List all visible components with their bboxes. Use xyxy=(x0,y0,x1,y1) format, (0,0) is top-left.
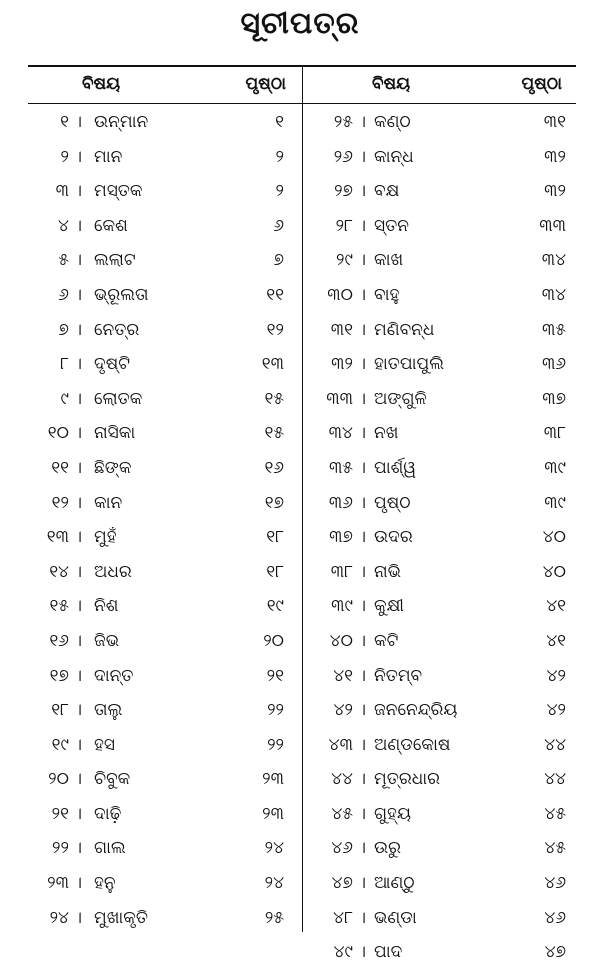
entry-page-number: ୩୭ xyxy=(542,388,566,409)
contents-entry xyxy=(28,727,300,762)
entry-page-number: ୧୨ xyxy=(266,319,284,340)
entry-number: ୨ । xyxy=(60,146,82,167)
entry-subject: ହସ xyxy=(94,734,115,755)
contents-column-right xyxy=(304,74,576,969)
entry-page-number: ୨୦ xyxy=(263,630,284,651)
entry-page-number: ୪୦ xyxy=(542,561,566,582)
contents-entry xyxy=(28,830,300,865)
entry-number: ୭ । xyxy=(58,319,82,340)
entry-subject: ନିତମ୍ବ xyxy=(374,665,423,686)
entry-page-number: ୪୪ xyxy=(544,734,566,755)
entry-subject: ଆଣ୍ଠୁ xyxy=(374,873,415,894)
contents-entry xyxy=(304,208,576,243)
entry-number: ୩୬ । xyxy=(328,492,366,513)
entry-number: ୪୨ । xyxy=(333,700,366,721)
contents-entry xyxy=(304,415,576,450)
entry-page-number: ୩୪ xyxy=(541,284,566,305)
entry-subject: ମୁହଁ xyxy=(94,527,117,548)
entry-number: ୨୭ । xyxy=(334,181,366,202)
contents-entry xyxy=(304,727,576,762)
entry-number: ୨୮ । xyxy=(335,215,366,236)
contents-entry xyxy=(304,796,576,831)
contents-entry xyxy=(28,277,300,312)
entry-subject: ଉନ୍ମାନ xyxy=(94,112,149,132)
entry-page-number: ୪୭ xyxy=(544,942,566,963)
entry-subject: ଲୋତକ xyxy=(94,388,143,409)
entry-subject: ପାଦ xyxy=(374,942,403,963)
contents-entry xyxy=(304,450,576,485)
entry-subject: କାନ୍ଧ xyxy=(374,146,414,167)
contents-entry xyxy=(304,865,576,900)
entry-subject: କଟି xyxy=(374,630,399,651)
entry-subject: କାନ xyxy=(94,492,123,513)
entry-page-number: ୪୨ xyxy=(546,665,566,686)
entry-page-number: ୧୫ xyxy=(264,423,284,444)
entry-page-number: ୧୬ xyxy=(264,457,284,478)
entry-number: ୧୦ । xyxy=(47,423,82,444)
entry-subject: ଦାନ୍ତ xyxy=(94,665,134,686)
entry-subject: ପୃଷ୍ଠ xyxy=(374,492,411,513)
contents-entry xyxy=(304,346,576,381)
entry-number: ୪୭ । xyxy=(331,873,366,894)
subject-header: ବିଷୟ xyxy=(82,74,121,94)
entry-page-number: ୨୩ xyxy=(262,769,284,790)
entry-number: ୩୦ । xyxy=(327,284,366,305)
entry-page-number: ୨୨ xyxy=(267,734,284,755)
contents-entry xyxy=(28,485,300,520)
contents-entry xyxy=(28,865,300,900)
entry-subject: ତାଲୁ xyxy=(94,700,123,721)
contents-entry xyxy=(28,242,300,277)
entry-page-number: ୩୨ xyxy=(544,146,566,167)
entry-number: ୨୬ । xyxy=(333,146,366,167)
entry-page-number: ୨୪ xyxy=(264,838,284,859)
page-title: ସୂଚୀପତ୍ର xyxy=(240,6,360,41)
entry-page-number: ୩୬ xyxy=(541,354,566,375)
contents-entry xyxy=(28,139,300,174)
entry-subject: ଛିଙ୍କ xyxy=(94,457,132,478)
entry-page-number: ୩୫ xyxy=(542,319,566,340)
entry-number: ୨୫ । xyxy=(333,112,366,132)
entry-number: ୧୨ । xyxy=(51,492,82,513)
entry-page-number: ୪୫ xyxy=(544,838,566,859)
entry-subject: ନାସିକା xyxy=(94,423,136,444)
entry-page-number: ୩୮ xyxy=(543,423,566,444)
contents-entry xyxy=(28,588,300,623)
entry-page-number: ୧ xyxy=(275,112,284,132)
entry-number: ୪୫ । xyxy=(331,803,366,824)
entry-number: ୧୧ । xyxy=(51,457,82,478)
entry-number: ୪୮ । xyxy=(333,907,366,928)
contents-entry xyxy=(28,415,300,450)
entry-subject: ଅଧର xyxy=(94,561,132,582)
contents-entry xyxy=(304,104,576,139)
entry-number: ୨୪ । xyxy=(49,907,82,928)
contents-entry xyxy=(304,139,576,174)
column-header-left xyxy=(28,68,300,102)
contents-entry xyxy=(28,173,300,208)
entry-page-number: ୪୨ xyxy=(546,700,566,721)
entry-subject: ମାନ xyxy=(94,146,123,167)
entry-number: ୪୩ । xyxy=(328,734,366,755)
contents-entry xyxy=(304,692,576,727)
entry-page-number: ୬ xyxy=(273,215,284,236)
subject-header: ବିଷୟ xyxy=(372,74,411,94)
entry-subject: କାଖ xyxy=(374,250,404,271)
entry-number: ୧୩ । xyxy=(46,527,82,548)
entry-page-number: ୩୨ xyxy=(544,181,566,202)
entry-number: ୩୭ । xyxy=(329,527,366,548)
entry-number: ୩୨ । xyxy=(331,354,366,375)
entry-page-number: ୧୫ xyxy=(264,388,284,409)
contents-entry xyxy=(304,900,576,935)
entry-number: ୧୮ । xyxy=(51,700,82,721)
entry-subject: ଲଲାଟ xyxy=(94,250,136,271)
entry-page-number: ୪୦ xyxy=(542,527,566,548)
contents-entry xyxy=(304,242,576,277)
entry-page-number: ୪୧ xyxy=(546,630,566,651)
entry-number: ୧୯ । xyxy=(51,734,82,755)
entry-subject: କେଶ xyxy=(94,215,128,236)
entry-subject: ଗାଲ xyxy=(94,838,126,859)
entry-page-number: ୧୮ xyxy=(266,527,284,548)
entry-page-number: ୩୧ xyxy=(543,112,566,132)
entry-number: ୧୪ । xyxy=(49,561,82,582)
entry-number: ୮ । xyxy=(60,354,82,375)
entry-number: ୪ । xyxy=(58,215,82,236)
contents-entry xyxy=(28,554,300,589)
entry-number: ୨୨ । xyxy=(52,838,82,859)
contents-entry xyxy=(304,277,576,312)
entry-subject: ଭଣ୍ଡା xyxy=(374,907,417,928)
contents-entry xyxy=(28,104,300,139)
entry-subject: ସ୍ତନ xyxy=(374,215,409,236)
contents-entry xyxy=(304,381,576,416)
entry-subject: ଅଣ୍ଡକୋଷ xyxy=(374,734,451,755)
entry-number: ୨୯ । xyxy=(336,250,366,271)
contents-entry xyxy=(28,900,300,935)
entry-number: ୩୯ । xyxy=(331,596,366,617)
entry-subject: ବକ୍ଷ xyxy=(374,181,400,202)
entry-subject: ହାତପାପୁଲି xyxy=(374,354,445,375)
entry-number: ୯ । xyxy=(60,388,82,409)
entry-page-number: ୩୪ xyxy=(541,250,566,271)
contents-column-left xyxy=(28,74,300,934)
entry-number: ୩୩ । xyxy=(326,388,366,409)
entry-subject: ଦାଢ଼ି xyxy=(94,803,122,824)
entry-page-number: ୧୩ xyxy=(261,354,284,375)
contents-entry xyxy=(304,623,576,658)
entry-page-number: ୪୬ xyxy=(544,873,566,894)
entry-subject: ମୂତ୍ରଧାର xyxy=(374,769,440,790)
entry-page-number: ୧୮ xyxy=(266,561,284,582)
contents-entry xyxy=(28,796,300,831)
entry-list-left xyxy=(28,104,300,934)
column-header-right xyxy=(304,68,576,102)
entry-number: ୧୬ । xyxy=(49,630,82,651)
contents-entry xyxy=(304,485,576,520)
contents-entry xyxy=(28,761,300,796)
entry-page-number: ୪୪ xyxy=(544,769,566,790)
entry-page-number: ୪୫ xyxy=(544,803,566,824)
entry-subject: ଚିବୁକ xyxy=(94,769,131,790)
contents-entry xyxy=(304,588,576,623)
entry-subject: କଣ୍ଠ xyxy=(374,112,411,132)
contents-entry xyxy=(304,173,576,208)
entry-page-number: ୧୯ xyxy=(266,596,284,617)
contents-entry xyxy=(28,623,300,658)
entry-number: ୩୪ । xyxy=(328,423,366,444)
contents-entry xyxy=(28,208,300,243)
contents-entry xyxy=(28,312,300,347)
entry-list-right xyxy=(304,104,576,969)
contents-entry xyxy=(304,761,576,796)
entry-page-number: ୭ xyxy=(273,250,284,271)
entry-page-number: ୩୯ xyxy=(544,492,566,513)
contents-entry xyxy=(28,450,300,485)
entry-subject: ନିଶ xyxy=(94,596,119,617)
entry-subject: ମସ୍ତକ xyxy=(94,181,143,202)
entry-number: ୪୯ । xyxy=(333,942,366,963)
entry-number: ୪୬ । xyxy=(331,838,366,859)
entry-subject: ହନୁ xyxy=(94,873,116,894)
entry-subject: ନେତ୍ର xyxy=(94,319,140,340)
entry-page-number: ୨ xyxy=(275,181,284,202)
entry-subject: ମଣିବନ୍ଧ xyxy=(374,319,435,340)
contents-entry xyxy=(304,658,576,693)
contents-entry xyxy=(28,346,300,381)
contents-entry xyxy=(304,312,576,347)
entry-page-number: ୨୪ xyxy=(264,873,284,894)
entry-subject: ମୁଖାକୃତି xyxy=(94,907,148,928)
page-header: ପୃଷ୍ଠା xyxy=(245,74,286,94)
entry-page-number: ୧୧ xyxy=(266,284,284,305)
contents-entry xyxy=(304,554,576,589)
entry-number: ୪୦ । xyxy=(329,630,366,651)
entry-number: ୨୦ । xyxy=(48,769,82,790)
entry-page-number: ୨୩ xyxy=(262,803,284,824)
entry-number: ୧୫ । xyxy=(49,596,82,617)
entry-number: ୨୩ । xyxy=(47,873,82,894)
entry-subject: ନାଭି xyxy=(374,561,402,582)
entry-subject: ଉଦର xyxy=(374,527,413,548)
contents-entry xyxy=(304,519,576,554)
entry-page-number: ୧୭ xyxy=(264,492,284,513)
entry-number: ୩୫ । xyxy=(328,457,366,478)
column-divider xyxy=(302,66,303,932)
entry-number: ୫ । xyxy=(58,250,82,271)
entry-number: ୧୭ । xyxy=(49,665,82,686)
page-header: ପୃଷ୍ଠା xyxy=(521,74,562,94)
entry-page-number: ୪୬ xyxy=(544,907,566,928)
entry-subject: ବାହୁ xyxy=(374,284,400,305)
entry-number: ୧ । xyxy=(60,112,82,132)
entry-subject: ଗୁହ୍ୟ xyxy=(374,803,411,824)
entry-subject: ଜନନେନ୍ଦ୍ରିୟ xyxy=(374,700,458,721)
entry-number: ୪୧ । xyxy=(333,665,366,686)
contents-entry xyxy=(304,934,576,969)
entry-subject: ନଖ xyxy=(374,423,399,444)
entry-page-number: ୩୯ xyxy=(544,457,566,478)
entry-subject: ଭ୍ରୂଲତା xyxy=(94,284,149,305)
entry-number: ୩୧ । xyxy=(330,319,366,340)
entry-subject: ଅଙ୍ଗୁଳି xyxy=(374,388,427,409)
entry-page-number: ୨୫ xyxy=(264,907,284,928)
entry-number: ୬ । xyxy=(58,284,82,305)
contents-entry xyxy=(28,519,300,554)
entry-subject: ଜିଭ xyxy=(94,630,120,651)
contents-entry xyxy=(28,658,300,693)
contents-entry xyxy=(28,381,300,416)
entry-page-number: ୪୧ xyxy=(546,596,566,617)
entry-number: ୩ । xyxy=(55,181,82,202)
entry-number: ୨୧ । xyxy=(51,803,82,824)
entry-number: ୪୪ । xyxy=(331,769,366,790)
entry-subject: ଦୃଷ୍ଟି xyxy=(94,354,131,375)
entry-subject: ପାର୍ଶ୍ୱ xyxy=(374,457,417,478)
entry-page-number: ୨୨ xyxy=(267,700,284,721)
entry-subject: କୁକ୍ଷୀ xyxy=(374,596,405,617)
entry-page-number: ୨୧ xyxy=(266,665,284,686)
entry-page-number: ୨ xyxy=(275,146,284,167)
entry-number: ୩୮ । xyxy=(330,561,366,582)
entry-subject: ଉରୁ xyxy=(374,838,402,859)
entry-page-number: ୩୩ xyxy=(539,215,566,236)
contents-entry xyxy=(28,692,300,727)
contents-entry xyxy=(304,830,576,865)
